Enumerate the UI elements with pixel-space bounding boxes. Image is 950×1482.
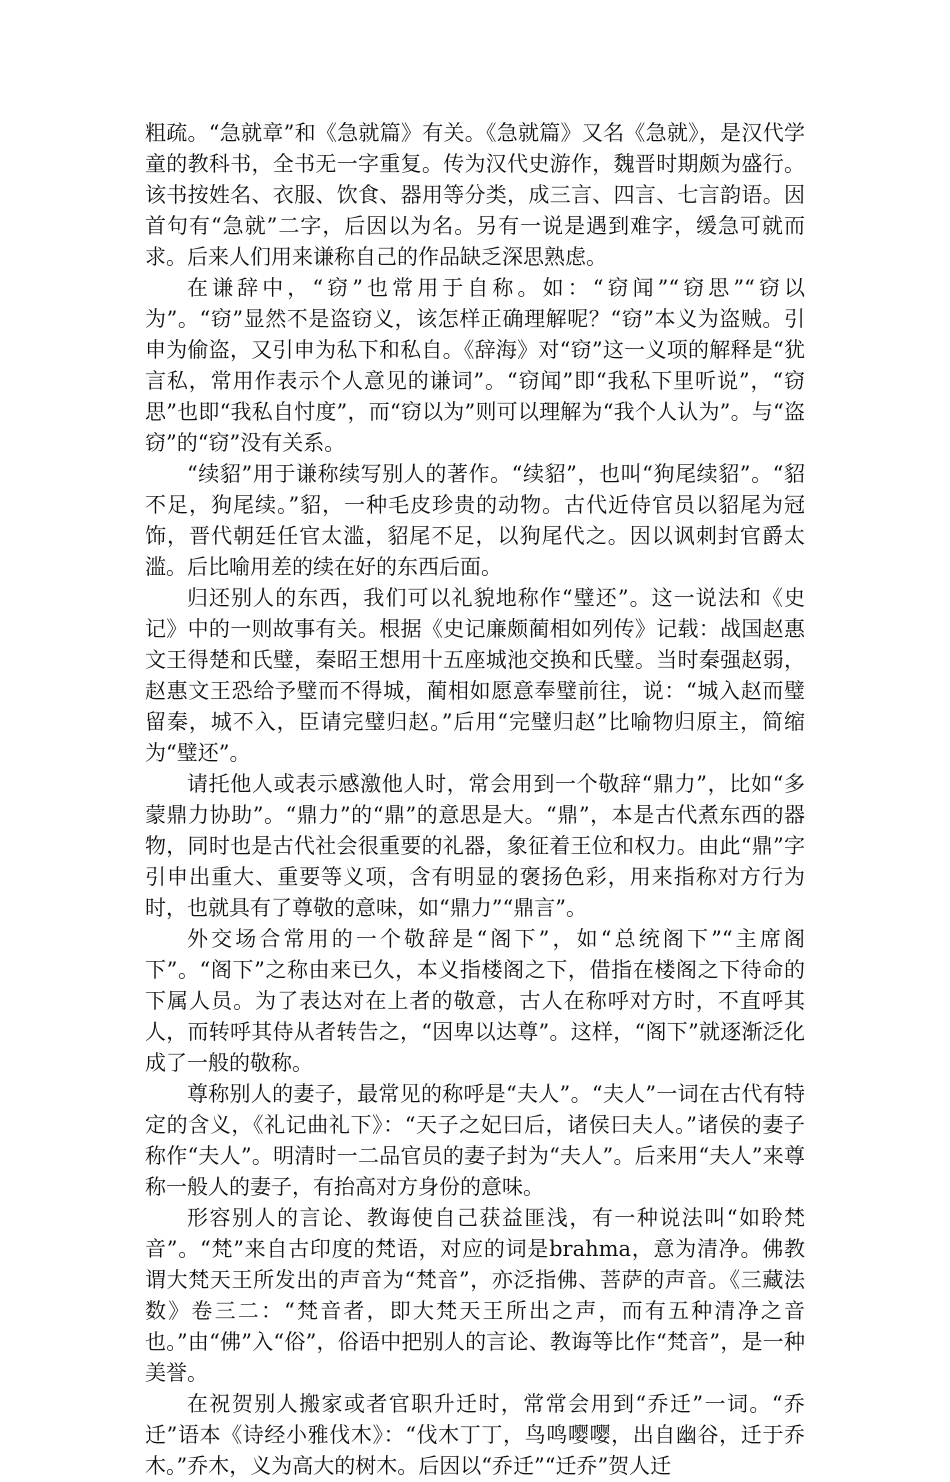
paragraph-furen: 尊称别人的妻子，最常见的称呼是“夫人”。“夫人”一词在古代有特定的含义，《礼记曲礼下》：“天子之妃曰后，诸侯曰夫人。”诸侯的妻子称作“夫人”。明清时一二品官员的妻子封为“夫人”。后来用“夫人”来尊称一般人的妻子，有抬高对方身份的意味。 bbox=[145, 1082, 805, 1199]
paragraph-jijiu: 粗疏。“急就章”和《急就篇》有关。《急就篇》又名《急就》，是汉代学童的教科书，全书无一字重复。传为汉代史游作，魏晋时期颇为盛行。该书按姓名、衣服、饮食、器用等分类，成三言、四言、七言韵语。因首句有“急就”二字，后因以为名。另有一说是遇到难字，缓急可就而求。后来人们用来谦称自己的作品缺乏深思熟虑。 bbox=[145, 121, 805, 269]
paragraph-qiaoqian: 在祝贺别人搬家或者官职升迁时，常常会用到“乔迁”一词。“乔迁”语本《诗经小雅伐木》：“伐木丁丁，鸟鸣嘤嘤，出自幽谷，迁于乔木。”乔木，义为高大的树木。后因以“乔迁”“迁乔”贺人迁 bbox=[145, 1392, 805, 1478]
paragraph-xudiao: “续貂”用于谦称续写别人的著作。“续貂”，也叫“狗尾续貂”。“貂不足，狗尾续。”貂，一种毛皮珍贵的动物。古代近侍官员以貂尾为冠饰，晋代朝廷任官太滥，貂尾不足，以狗尾代之。因以讽刺封官爵太滥。后比喻用差的续在好的东西后面。 bbox=[145, 462, 805, 579]
paragraph-dingli: 请托他人或表示感激他人时，常会用到一个敬辞“鼎力”，比如“多蒙鼎力协助”。“鼎力”的“鼎”的意思是大。“鼎”，本是古代煮东西的器物，同时也是古代社会很重要的礼器，象征着王位和权力。由此“鼎”字引申出重大、重要等义项，含有明显的褒扬色彩，用来指称对方行为时，也就具有了尊敬的意味，如“鼎力”“鼎言”。 bbox=[145, 772, 805, 920]
paragraph-fanyin: 形容别人的言论、教诲使自己获益匪浅，有一种说法叫“如聆梵音”。“梵”来自古印度的梵语，对应的词是brahma，意为清净。佛教谓大梵天王所发出的声音为“梵音”，亦泛指佛、菩萨的声音。《三藏法数》卷三二：“梵音者，即大梵天王所出之声，而有五种清净之音也。”由“佛”入“俗”，俗语中把别人的言论、教诲等比作“梵音”，是一种美誉。 bbox=[145, 1206, 805, 1385]
paragraph-qie: 在谦辞中，“窃”也常用于自称。如：“窃闻”“窃思”“窃以为”。“窃”显然不是盗窃义，该怎样正确理解呢？“窃”本义为盗贼。引申为偷盗，又引申为私下和私自。《辞海》对“窃”这一义项的解释是“犹言私，常用作表示个人意见的谦词”。“窃闻”即“我私下里听说”，“窃思”也即“我私自忖度”，而“窃以为”则可以理解为“我个人认为”。与“盗窃”的“窃”没有关系。 bbox=[145, 276, 805, 455]
document-page bbox=[145, 118, 805, 1482]
paragraph-bihuan: 归还别人的东西，我们可以礼貌地称作“璧还”。这一说法和《史记》中的一则故事有关。根据《史记廉颇蔺相如列传》记载：战国赵惠文王得楚和氏璧，秦昭王想用十五座城池交换和氏璧。当时秦强赵弱，赵惠文王恐给予璧而不得城，蔺相如愿意奉璧前往，说：“城入赵而璧留秦，城不入，臣请完璧归赵。”后用“完璧归赵”比喻物归原主，简缩为“璧还”。 bbox=[145, 586, 805, 765]
paragraph-gexia: 外交场合常用的一个敬辞是“阁下”，如“总统阁下”“主席阁下”。“阁下”之称由来已久，本义指楼阁之下，借指在楼阁之下待命的下属人员。为了表达对在上者的敬意，古人在称呼对方时，不直呼其人，而转呼其侍从者转告之，“因卑以达尊”。这样，“阁下”就逐渐泛化成了一般的敬称。 bbox=[145, 927, 805, 1075]
